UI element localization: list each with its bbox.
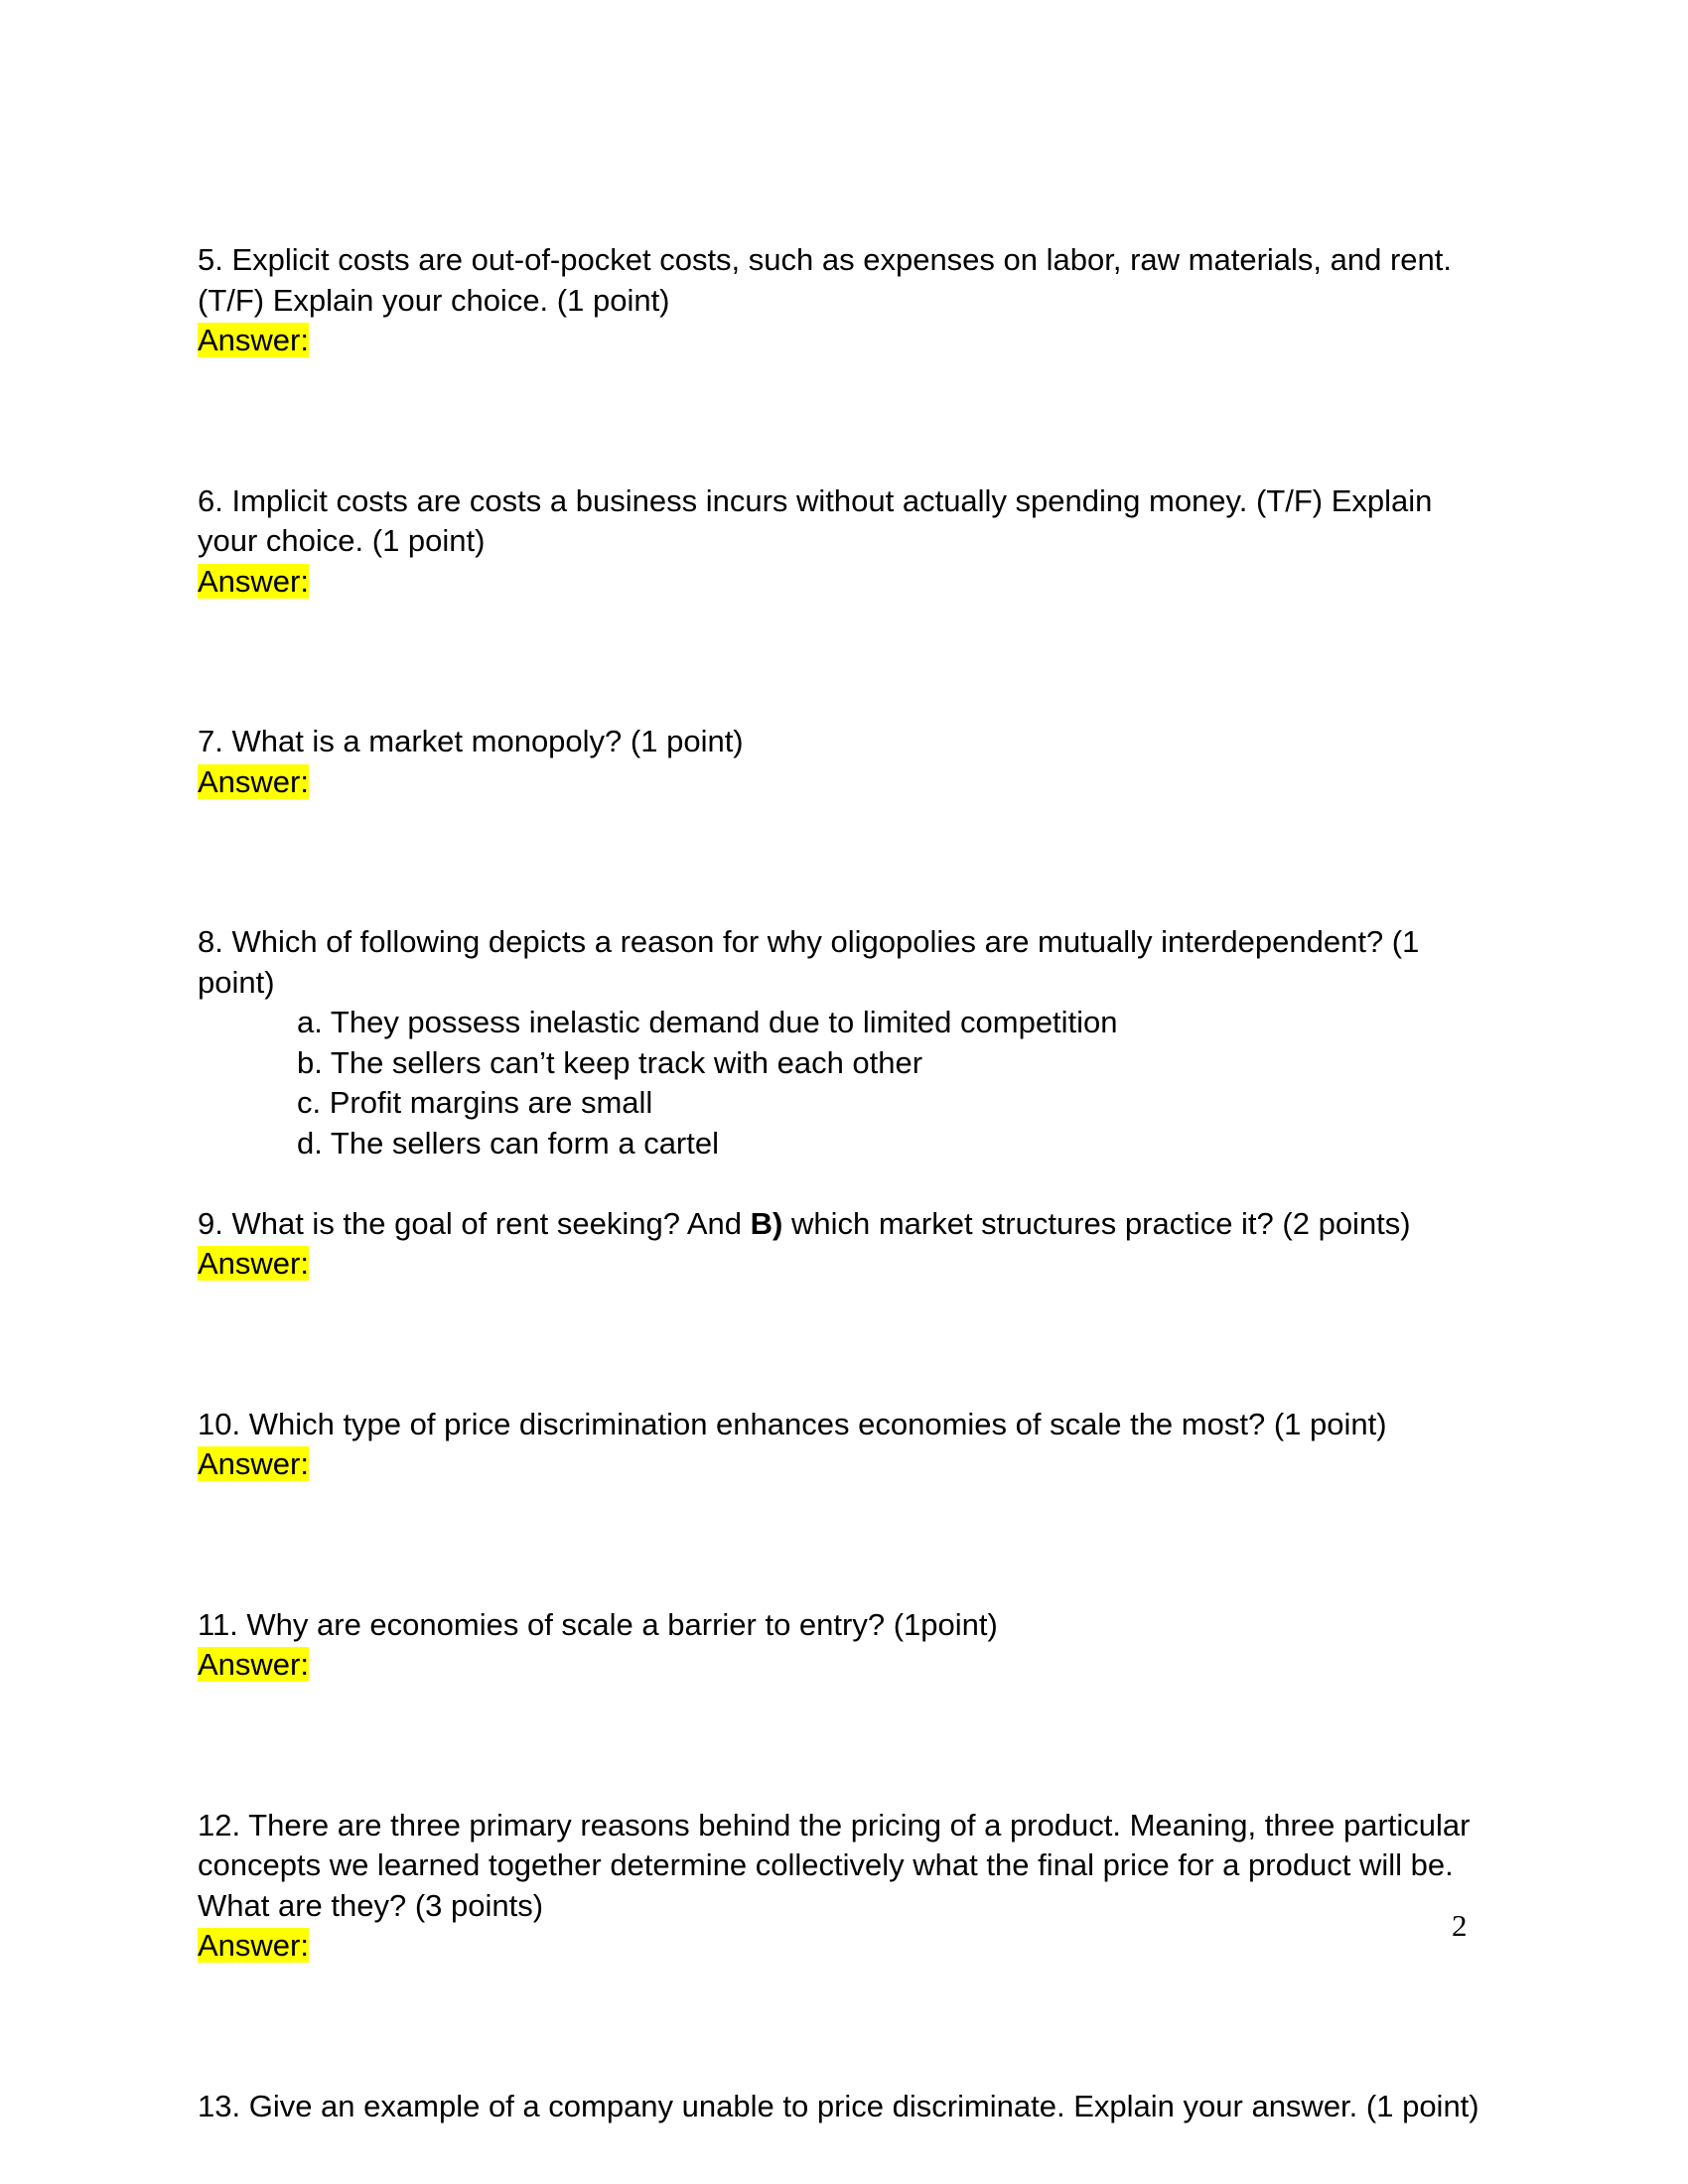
answer-label-7: Answer: (198, 763, 309, 799)
question-12-text: 12. There are three primary reasons behind the pricing of a product. Meaning, three particular concepts we learned together determine collectively what the final price for a product will be. What are they? (3 points) (198, 1807, 1479, 1923)
answer-line-6 (198, 562, 1498, 603)
question-8-text: 8. Which of following depicts a reason for why oligopolies are mutually interdependent? (1 point) (198, 924, 1428, 1000)
question-6-text: 6. Implicit costs are costs a business incurs without actually spending money. (T/F) Explain your choice. (1 point) (198, 482, 1442, 558)
page-number: 2 (1452, 1908, 1468, 1943)
question-6 (198, 481, 1498, 603)
question-13 (198, 2087, 1498, 2127)
answer-label-12: Answer: (198, 1928, 309, 1963)
question-10 (198, 1405, 1498, 1485)
question-12 (198, 1806, 1498, 1967)
answer-line-9 (198, 1244, 1498, 1285)
question-9 (198, 1204, 1498, 1285)
question-9-bold-marker: B) (750, 1205, 783, 1241)
question-5 (198, 240, 1498, 361)
answer-line-10 (198, 1444, 1498, 1485)
question-11-text: 11. Why are economies of scale a barrier to entry? (1point) (198, 1606, 998, 1642)
option-b: b. The sellers can’t keep track with each other (297, 1044, 923, 1080)
option-c: c. Profit margins are small (297, 1085, 653, 1120)
question-11 (198, 1605, 1498, 1686)
answer-line-7 (198, 762, 1498, 803)
question-10-text: 10. Which type of price discrimination enhances economies of scale the most? (1 point) (198, 1406, 1387, 1441)
answer-label-9: Answer: (198, 1246, 309, 1281)
question-13-text: 13. Give an example of a company unable to price discriminate. Explain your answer. (1 point) (198, 2088, 1479, 2123)
question-list (198, 240, 1498, 2126)
answer-line-5 (198, 321, 1498, 361)
question-9-text-before: 9. What is the goal of rent seeking? And (198, 1205, 751, 1241)
question-7-text: 7. What is a market monopoly? (1 point) (198, 724, 744, 758)
answer-label-6: Answer: (198, 563, 309, 599)
question-8-options (198, 1003, 1498, 1163)
option-a: a. They possess inelastic demand due to limited competition (297, 1005, 1118, 1039)
question-7 (198, 722, 1498, 802)
answer-label-5: Answer: (198, 323, 309, 357)
question-9-text-after: which market structures practice it? (2 points) (782, 1205, 1411, 1241)
answer-label-11: Answer: (198, 1647, 309, 1682)
answer-line-12 (198, 1926, 1498, 1967)
question-8 (198, 922, 1498, 1163)
question-5-text: 5. Explicit costs are out-of-pocket costs, such as expenses on labor, raw materials, and rent. (T/F) Explain your choice. (1 point) (198, 242, 1461, 318)
answer-line-11 (198, 1645, 1498, 1686)
answer-label-10: Answer: (198, 1446, 309, 1481)
question-9-text (198, 1204, 1498, 1245)
option-d: d. The sellers can form a cartel (297, 1125, 719, 1160)
